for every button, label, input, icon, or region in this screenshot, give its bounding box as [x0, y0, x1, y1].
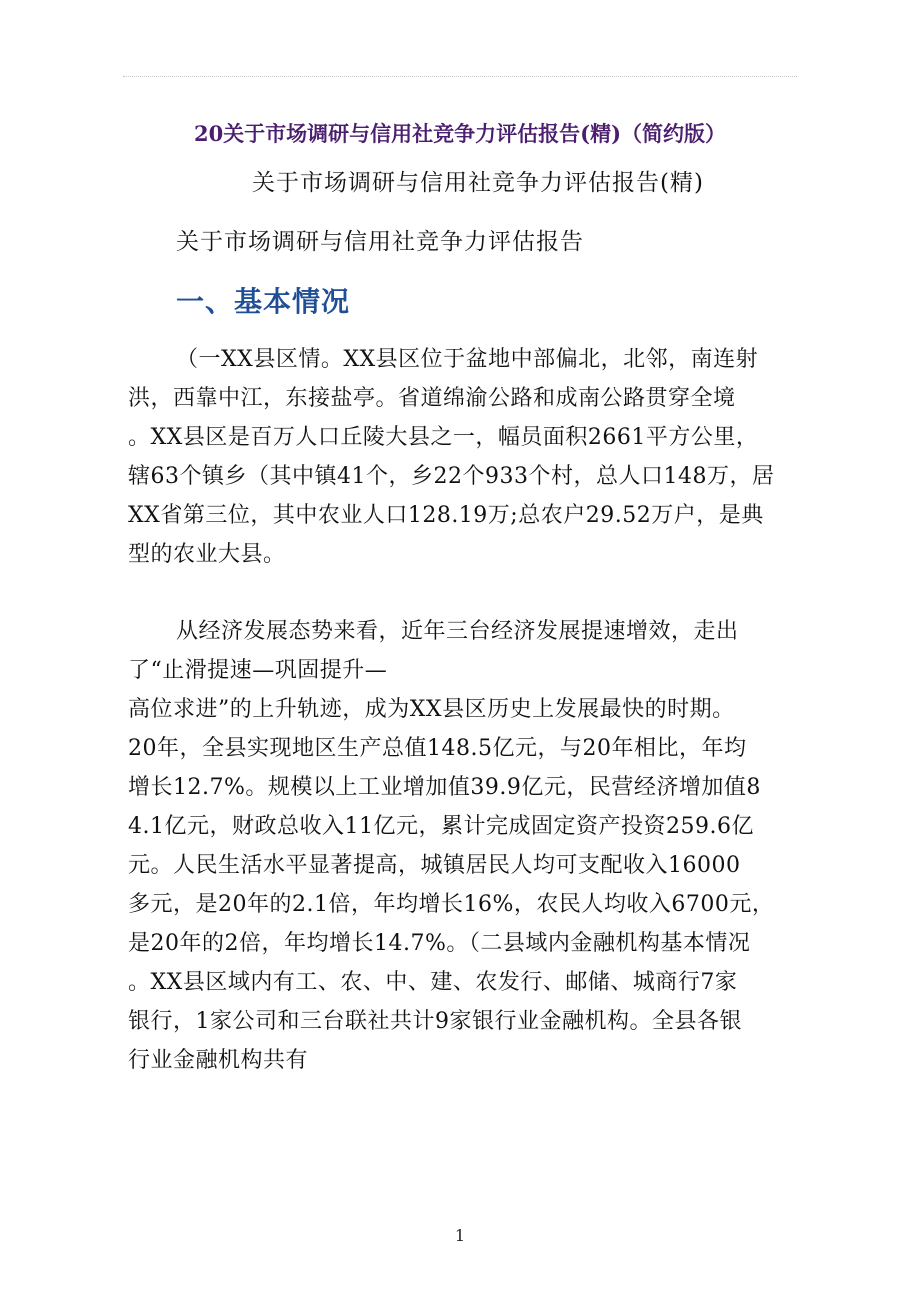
- paragraph-line: 元。人民生活水平显著提高，城镇居民人均可支配收入16000: [128, 853, 741, 878]
- paragraph-economic-development: [128, 612, 800, 1080]
- page-number: 1: [454, 1226, 466, 1245]
- section-heading: 一、基本情况: [176, 285, 351, 318]
- paragraph-line: （一XX县区情。XX县区位于盆地中部偏北，北邻，南连射: [176, 347, 759, 372]
- paragraph-line: XX省第三位，其中农业人口128.19万;总农户29.52万户，是典: [128, 503, 764, 528]
- paragraph-line: 增长12.7%。规模以上工业增加值39.9亿元，民营经济增加值8: [128, 775, 761, 800]
- paragraph-line: 型的农业大县。: [128, 542, 286, 567]
- lead-line: 关于市场调研与信用社竞争力评估报告: [176, 229, 584, 255]
- paragraph-line: 4.1亿元，财政总收入11亿元，累计完成固定资产投资259.6亿: [128, 814, 754, 839]
- paragraph-line: 银行，1家公司和三台联社共计9家银行业金融机构。全县各银: [128, 1009, 742, 1034]
- paragraph-line: 洪，西靠中江，东接盐亭。省道绵渝公路和成南公路贯穿全境: [128, 386, 736, 411]
- paragraph-line: 。XX县区是百万人口丘陵大县之一，幅员面积2661平方公里，: [128, 425, 759, 450]
- paragraph-line: 。XX县区域内有工、农、中、建、农发行、邮储、城商行7家: [128, 970, 738, 995]
- paragraph-line: 辖63个镇乡（其中镇41个，乡22个933个村，总人口148万，居: [128, 464, 775, 489]
- paragraph-line: 高位求进”的上升轨迹，成为XX县区历史上发展最快的时期。: [128, 697, 735, 722]
- document-title: 20关于市场调研与信用社竞争力评估报告(精)（简约版）: [193, 121, 727, 146]
- paragraph-line: 是20年的2倍，年均增长14.7%。（二县域内金融机构基本情况: [128, 931, 751, 956]
- header-divider: [123, 76, 797, 77]
- document-subtitle: 关于市场调研与信用社竞争力评估报告(精): [252, 170, 704, 196]
- paragraph-county-overview: [128, 340, 800, 574]
- paragraph-line: 了“止滑提速—巩固提升—: [128, 658, 388, 683]
- paragraph-line: 20年，全县实现地区生产总值148.5亿元，与20年相比，年均: [128, 736, 747, 761]
- paragraph-line: 从经济发展态势来看，近年三台经济发展提速增效，走出: [176, 619, 739, 644]
- paragraph-line: 行业金融机构共有: [128, 1048, 309, 1073]
- paragraph-line: 多元，是20年的2.1倍，年均增长16%，农民人均收入6700元，: [128, 892, 775, 917]
